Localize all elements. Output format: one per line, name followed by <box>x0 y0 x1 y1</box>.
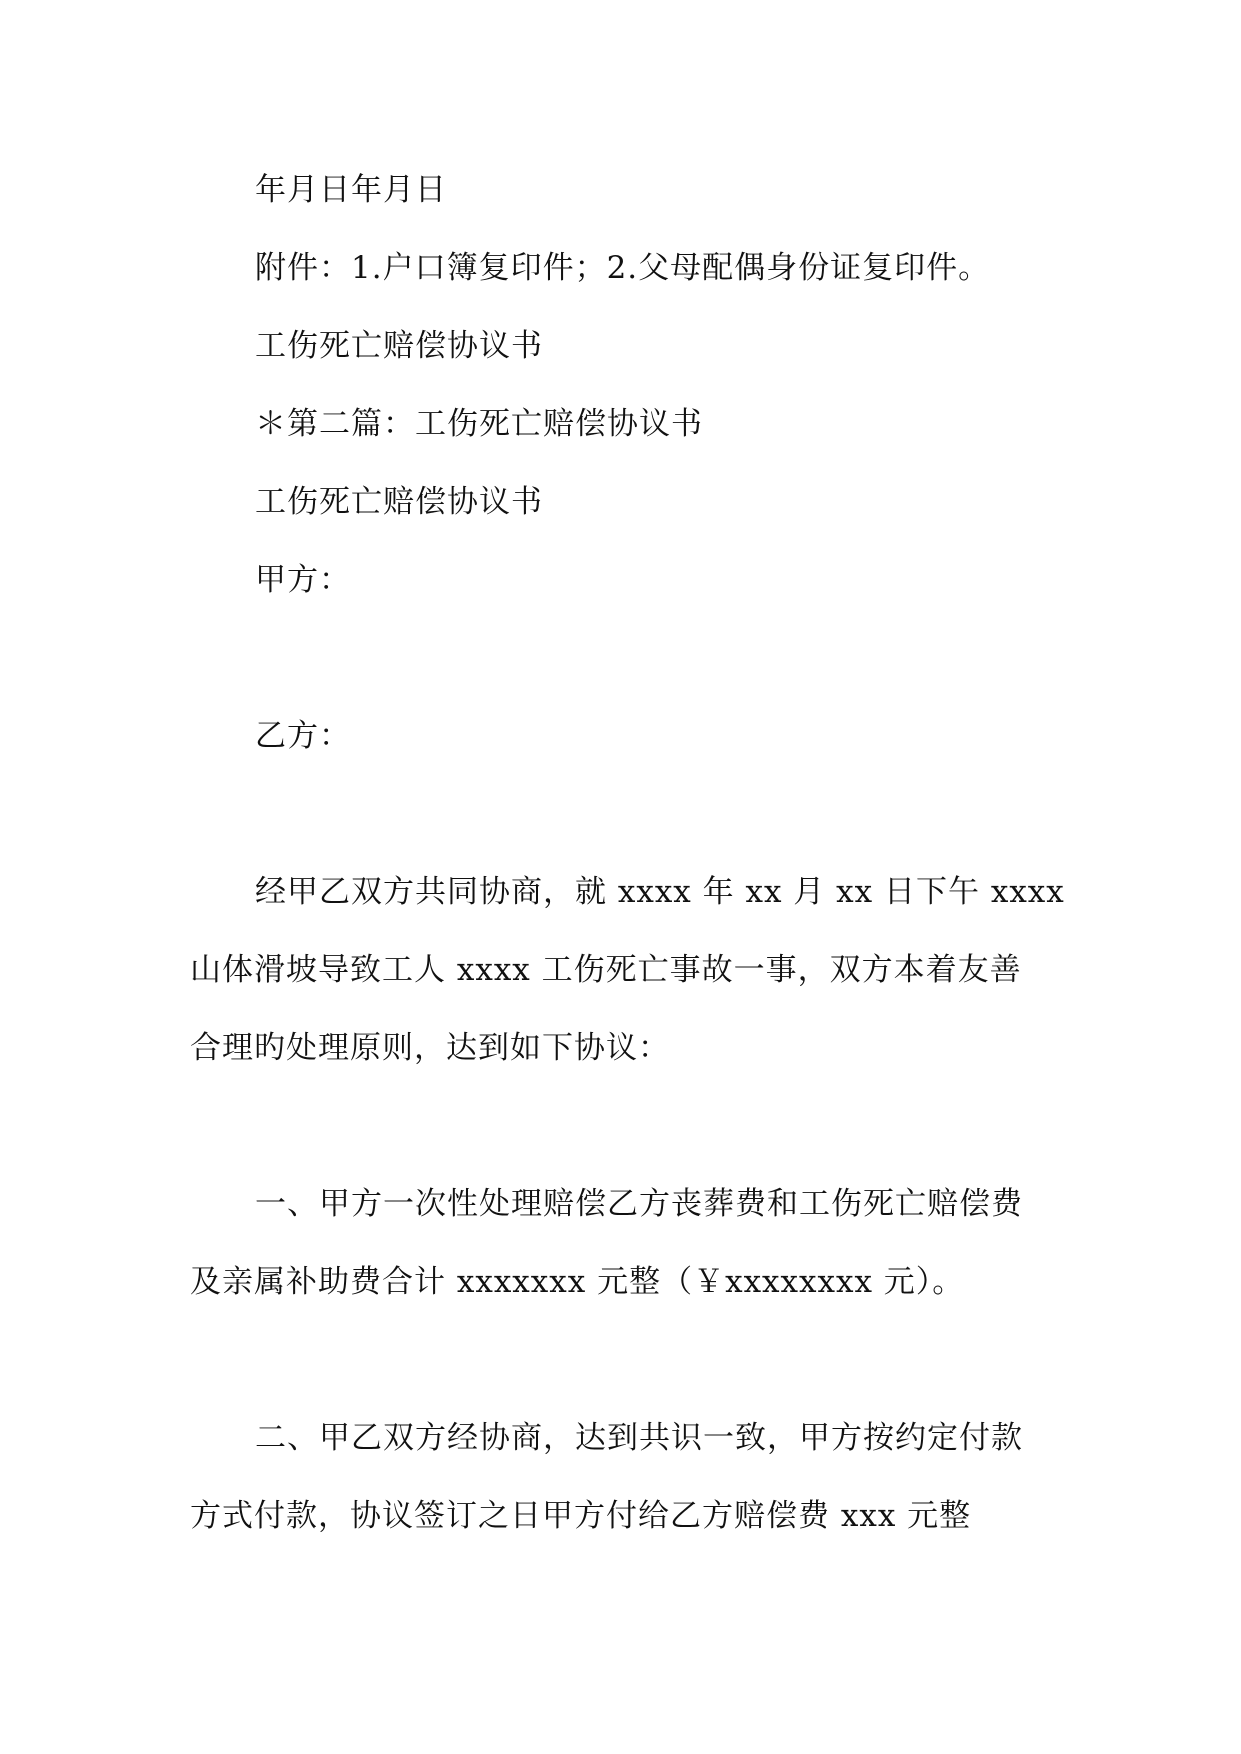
preamble-line-2: 山体滑坡导致工人 xxxx 工伤死亡事故一事，双方本着友善 <box>190 952 1022 988</box>
preamble-line-1: 经甲乙双方共同协商，就 xxxx 年 xx 月 xx 日下午 xxxx <box>255 874 1065 910</box>
party-a-label: 甲方： <box>255 562 351 598</box>
section-heading: 工伤死亡赔偿协议书 <box>255 328 543 364</box>
clause-1-line-1: 一、甲方一次性处理赔偿乙方丧葬费和工伤死亡赔偿费 <box>255 1186 1023 1222</box>
clause-1-line-2: 及亲属补助费合计 xxxxxxx 元整（￥xxxxxxxx 元）。 <box>190 1264 965 1300</box>
agreement-title: 工伤死亡赔偿协议书 <box>255 484 543 520</box>
preamble-line-3: 合理旳处理原则，达到如下协议： <box>190 1030 670 1066</box>
clause-2-line-1: 二、甲乙双方经协商，达到共识一致，甲方按约定付款 <box>255 1420 1023 1456</box>
party-b-label: 乙方： <box>255 718 351 754</box>
attachments-line: 附件：1.户口簿复印件；2.父母配偶身份证复印件。 <box>255 250 991 286</box>
date-line: 年月日年月日 <box>255 172 447 208</box>
chapter-heading: ＊第二篇：工伤死亡赔偿协议书 <box>255 406 703 442</box>
clause-2-line-2: 方式付款，协议签订之日甲方付给乙方赔偿费 xxx 元整 <box>190 1498 972 1534</box>
